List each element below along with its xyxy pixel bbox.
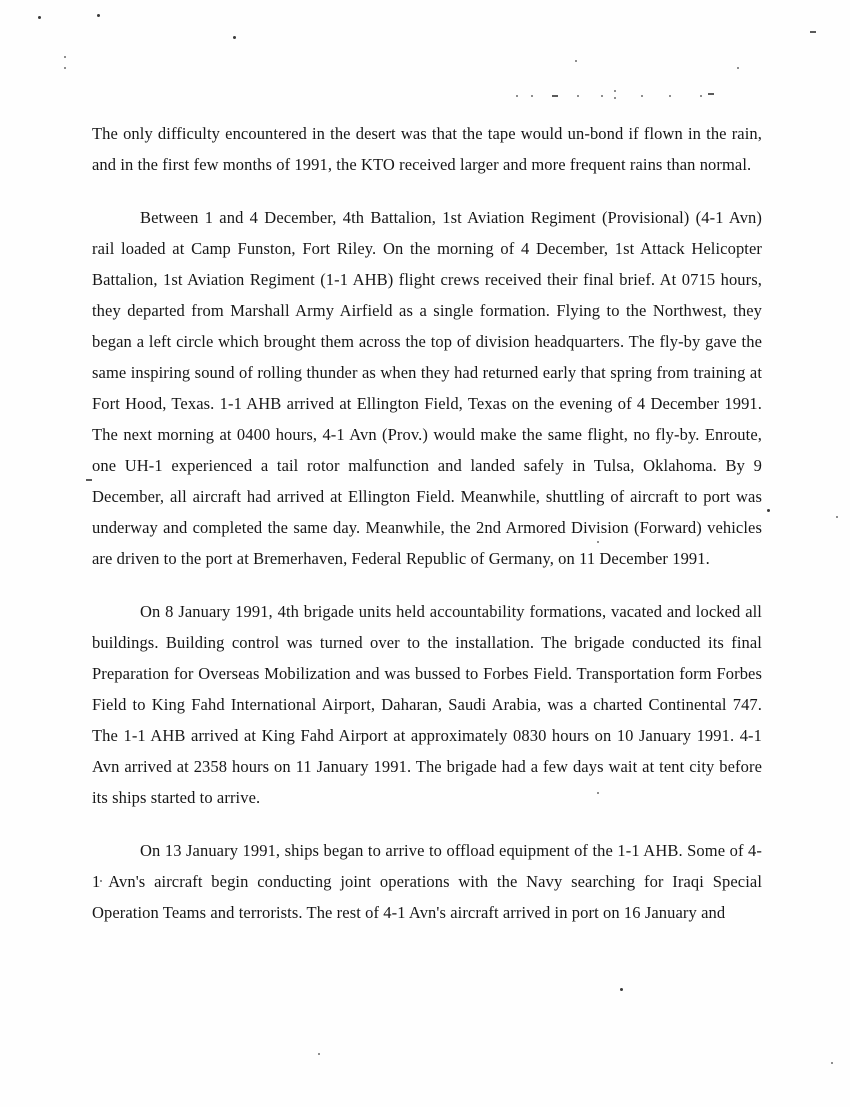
scan-artifact-dot bbox=[38, 16, 41, 19]
paragraph-continuation: The only difficulty encountered in the desert was that the tape would un-bond if flown in the rain, and in the first few months of 1991, the KTO received larger and more frequent rains than normal. bbox=[92, 124, 762, 174]
scan-artifact-dot bbox=[614, 97, 616, 99]
scan-artifact-dot bbox=[233, 36, 236, 39]
scan-artifact-dot bbox=[64, 56, 66, 58]
scan-artifact-dot bbox=[318, 1053, 320, 1055]
scan-artifact-dot bbox=[97, 14, 100, 17]
scan-artifact-dot bbox=[737, 67, 739, 69]
scan-artifact-dot bbox=[601, 95, 603, 97]
scan-artifact-dot bbox=[641, 95, 643, 97]
scan-artifact-dot bbox=[531, 95, 533, 97]
scan-artifact-dot bbox=[516, 95, 518, 97]
scan-artifact-dot bbox=[614, 90, 616, 92]
scan-artifact-dot bbox=[577, 95, 579, 97]
scan-artifact-dot bbox=[767, 509, 770, 512]
scan-artifact-dot bbox=[64, 67, 66, 69]
scan-artifact-dot bbox=[669, 95, 671, 97]
paragraph-ships-arrive: On 13 January 1991, ships began to arrive to offload equipment of the 1-1 AHB. Some of 4-1 Avn's aircraft begin conducting joint operations with the Navy searching for Iraqi Special Operation Teams and terrorists. The rest of 4-1 Avn's aircraft arrived in port on 16 January and bbox=[92, 841, 762, 922]
scan-artifact-dot bbox=[831, 1062, 833, 1064]
paragraph-rail-load-december: Between 1 and 4 December, 4th Battalion, 1st Aviation Regiment (Provisional) (4-1 Avn) rail loaded at Camp Funston, Fort Riley. On the morning of 4 December, 1st Attack Helicopter Battalion, 1st Aviation Regiment (1-1 AHB) flight crews received their final brief. At 0715 hours, they departed from Marshall Army Airfield as a single formation. Flying to the Northwest, they began a left circle which brought them across the top of division headquarters. The fly-by gave the same inspiring sound of rolling thunder as when they had returned early that spring from training at Fort Hood, Texas. 1-1 AHB arrived at Ellington Field, Texas on the evening of 4 December 1991. The next morning at 0400 hours, 4-1 Avn (Prov.) would make the same flight, no fly-by. Enroute, one UH-1 experienced a tail rotor malfunction and landed safely in Tulsa, Oklahoma. By 9 December, all aircraft had arrived at Ellington Field. Meanwhile, shuttling of aircraft to port was underway and completed the same day. Meanwhile, the 2nd Armored Division (Forward) vehicles are driven to the port at Bremerhaven, Federal Republic of Germany, on 11 December 1991. bbox=[92, 208, 762, 568]
scan-artifact-dash bbox=[708, 93, 714, 95]
scan-artifact-dot bbox=[575, 60, 577, 62]
document-text bbox=[92, 118, 762, 950]
scan-artifact-dot bbox=[620, 988, 623, 991]
scan-artifact-dash bbox=[810, 31, 816, 33]
scan-artifact-dot bbox=[836, 516, 838, 518]
paragraph-january-mobilization: On 8 January 1991, 4th brigade units held accountability formations, vacated and locked all buildings. Building control was turned over to the installation. The brigade conducted its final Preparation for Overseas Mobilization and was bussed to Forbes Field. Transportation form Forbes Field to King Fahd International Airport, Daharan, Saudi Arabia, was a charted Continental 747. The 1-1 AHB arrived at King Fahd Airport at approximately 0830 hours on 10 January 1991. 4-1 Avn arrived at 2358 hours on 11 January 1991. The brigade had a few days wait at tent city before its ships started to arrive. bbox=[92, 602, 762, 807]
scan-artifact-dot bbox=[700, 95, 702, 97]
scan-artifact-dash bbox=[552, 95, 558, 97]
